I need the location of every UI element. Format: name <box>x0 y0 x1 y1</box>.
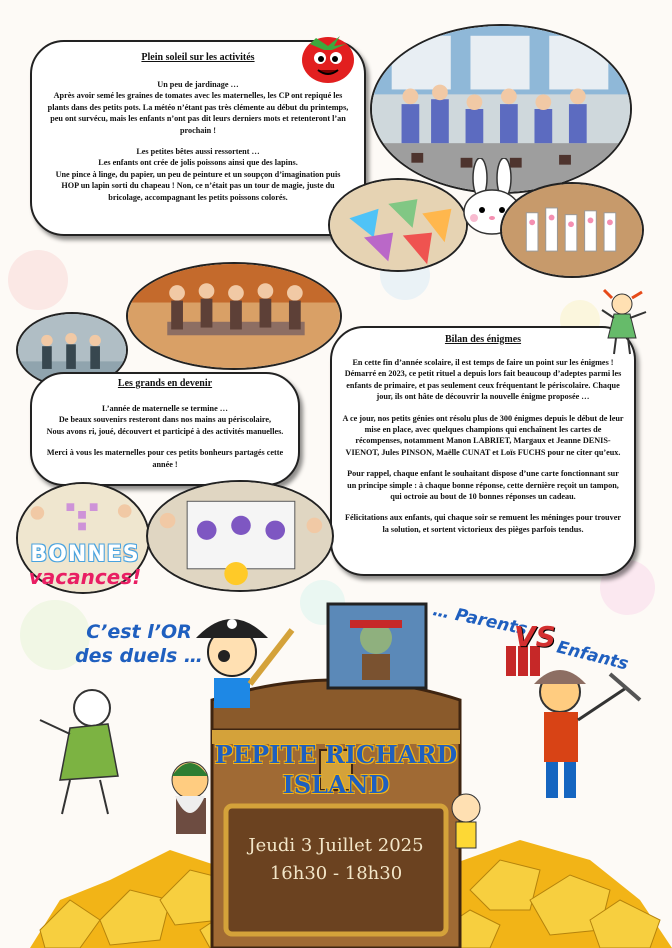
kindergarten-title: Les grands en devenir <box>117 378 213 389</box>
kindergarten-line2: De beaux souvenirs resteront dans nos mains au périscolaire, <box>58 415 272 425</box>
stick-figure-girl-icon <box>598 288 654 358</box>
kindergarten-line1: L’année de maternelle se termine … <box>102 404 228 413</box>
riddles-card-rules: Pour rappel, chaque enfant le souhaitant dispose d’une carte fonctionnant sur un principe simple : à chaque bonne réponse, cette dernière reçoit un tampon, qui octroie au bout de 10 bonnes réponses un cadeau. <box>347 469 619 502</box>
clothespin-rabbits-photo <box>500 182 644 278</box>
event-title <box>196 740 476 800</box>
duel-slogan <box>64 620 214 668</box>
event-date: Jeudi 3 Juillet 2025 <box>248 835 424 856</box>
riddles-article <box>330 326 636 576</box>
duel-slogan-line2: des duels … <box>75 645 203 667</box>
kindergarten-thanks: Merci à vous les maternelles pour ces petits bonheurs partagés cette année ! <box>46 448 284 469</box>
vs-badge: VS <box>514 620 556 653</box>
critters-heading: Les petites bêtes aussi ressortent … <box>136 147 260 157</box>
critters-text: Les enfants ont crée de jolis poissons ainsi que des lapins. <box>98 158 298 168</box>
kindergarten-line3: Nous avons ri, joué, découvert et participé à des activités manuelles. <box>46 426 284 436</box>
bonnes-vacances-label <box>20 542 150 589</box>
riddles-champions: A ce jour, nos petits génies ont résolu plus de 300 énigmes depuis le début de leur mise en place, avec quelques champions qui enchaînent les cartes de récompenses, notamment Manon LABRIET, Margaux et Jeanne DENIS-VIENOT, Jules PINSON, Maëlle CUNAT et Loïs FUCHS pour ne citer qu’eux. <box>342 413 624 457</box>
kindergarten-group-photo <box>126 262 342 370</box>
parents-label: … Parents <box>430 600 530 640</box>
event-date-time <box>226 832 446 888</box>
event-title-line2: ISLAND <box>282 770 390 799</box>
gardening-text: Après avoir semé les graines de tomates avec les maternelles, les CP ont repiqué les plants dans des petits pots. La météo n’étant pas très clémente au début du printemps, peu ont survécu, mais les enfants n’ont pas dit leurs derniers mots et retenteront l’an prochain ! <box>47 91 349 135</box>
rabbit-text: Une pince à linge, du papier, un peu de peinture et un soupçon d’imagination puis HOP un lapin sorti du chapeau ! Non, ce n’était pas un tour de magie, juste du bricolage, accompagnant les petits poissons colorés. <box>55 169 341 202</box>
explorer-stick-figure-icon <box>40 690 118 814</box>
event-time: 16h30 - 18h30 <box>269 863 403 884</box>
kindergarten-article <box>30 372 300 486</box>
paper-fish-photo <box>328 178 468 272</box>
vacances-word: vacances! <box>28 565 142 589</box>
duel-slogan-line1: C’est l’OR <box>86 621 192 643</box>
riddles-congrats: Félicitations aux enfants, qui chaque soir se remuent les méninges pour trouver la solution, et sortent victorieux des pièges parfois tendus. <box>345 513 621 534</box>
event-title-line1: PEPITE RICHARD <box>214 740 458 769</box>
activities-title: Plein soleil sur les activités <box>141 52 255 63</box>
riddles-title: Bilan des énigmes <box>444 334 522 345</box>
treasure-poster <box>0 600 672 948</box>
crafts-activity-photo <box>146 480 334 592</box>
bonnes-word: BONNES <box>30 542 140 567</box>
parents-vs-kids <box>430 600 662 696</box>
riddles-intro: En cette fin d’année scolaire, il est temps de faire un point sur les énigmes ! Démarré en 2023, ce petit rituel a depuis lors fait beaucoup d’adeptes parmi les enfants de primaire, et pas seulement ceux fréquentant le périscolaire. Chaque jour, ils ont hâte de découvrir la nouvelle énigme proposée … <box>344 358 622 402</box>
treasure-chest-icon <box>212 680 460 948</box>
gardening-heading: Un peu de jardinage … <box>157 80 239 89</box>
kids-label: Enfants <box>554 637 631 675</box>
dwarf-picture-icon <box>328 604 426 688</box>
tomato-mascot-icon <box>298 26 358 86</box>
bg-dot <box>8 250 68 310</box>
